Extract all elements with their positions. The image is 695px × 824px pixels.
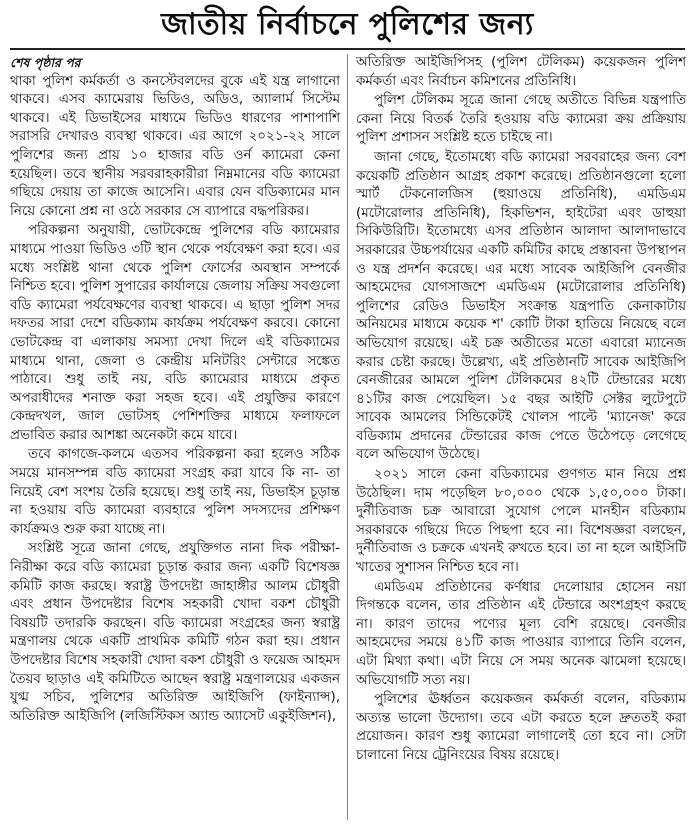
paragraph: পুলিশ টেলিকম সূত্রে জানা গেছে অতীতে বিভিন্ন যন্ত্রপাতি কেনা নিয়ে বিতর্ক তৈরি হওয়ায় বডি ক্যামেরা ক্রয় প্রক্রিয়ায় পুলিশ প্রশাসন সংশ্লিষ্ট হতে চাইছে না। (356, 93, 686, 146)
paragraph: পুলিশের ঊর্ধ্বতন কয়েকজন কর্মকর্তা বলেন, বডিক্যাম অত্যন্ত ভালো উদ্যোগ। তবে এটা করতে হলে দ্রুততই করা প্রয়োজন। কারণ শুধু ক্যামেরা লাগালেই তো হবে না। সেটা চালানো নিয়ে ট্রেনিংয়ের বিষয় রয়েছে। (356, 692, 686, 763)
paragraph: অতিরিক্ত আইজিপিসহ (পুলিশ টেলিকম) কয়েকজন পুলিশ কর্মকর্তা এবং নির্বাচন কমিশনের প্রতিনিধি। (356, 55, 686, 89)
paragraph: পরিকল্পনা অনুযায়ী, ভোটকেন্দ্রে পুলিশের বডি ক্যামেরার মাধ্যমে পাওয়া ভিডিও ৩টি স্থান থেকে পর্যবেক্ষণ করা হবে। এর মধ্যে সংশ্লিষ্ট থানা থেকে পুলিশ ফোর্সের অবস্থান সম্পর্কে নিশ্চিত হবে। পুলিশ সুপারের কার্যালয়ে জেলায় সক্রিয় সবগুলো বডি ক্যামেরা পর্যবেক্ষণের ব্যবস্থা থাকবে। এ ছাড়া পুলিশ সদর দফতর সারা দেশে বডিক্যাম কার্যক্রম পর্যবেক্ষণ করবে। কোনো ভোটকেন্দ্র বা এলাকায় সমস্যা দেখা দিলে এই বডিক্যামের মাধ্যমে থানা, জেলা ও কেন্দ্রীয় মনিটরিং সেন্টারে সঙ্কেত পাঠাবে। শুধু তাই নয়, বডি ক্যামেরার মাধ্যমে প্রকৃত অপরাধীদের শনাক্ত করা সহজ হবে। এই প্রযুক্তির কারণে কেন্দ্রদখল, জাল ভোটসহ পেশিশক্তির মাধ্যমে ফলাফলে প্রভাবিত করার আশঙ্কা অনেকটা কমে যাবে। (10, 223, 340, 443)
paragraph: ২০২১ সালে কেনা বডিক্যামের গুণগত মান নিয়ে প্রশ্ন উঠেছিল। দাম পড়েছিল ৮০,০০০ থেকে ১,৫০,০০০ টাকা। দুর্নীতিবাজ চক্র আবারো সুযোগ পেলে মানহীন বডিক্যাম সরকারকে গছিয়ে দিতে পিছপা হবে না। বিশেষজ্ঞরা বলছেন, দুর্নীতিবাজ ও চক্রকে এখনই রুখতে হবে। তা না হলে আইসিটি খাতের সুশাসন নিশ্চিত হবে না। (356, 467, 686, 576)
right-column (356, 54, 686, 767)
headline-rule (10, 48, 685, 50)
headline: জাতীয় নির্বাচনে পুলিশের জন্য (161, 7, 534, 42)
continued-from-label: শেষ পৃষ্ঠার পর (10, 55, 81, 70)
paragraph: জানা গেছে, ইতোমধ্যে বডি ক্যামেরা সরবরাহের জন্য বেশ কয়েকটি প্রতিষ্ঠান আগ্রহ প্রকাশ করেছে। প্রতিষ্ঠানগুলো হলো স্মার্ট টেকনোলজিস (হুয়াওয়ে প্রতিনিধি), এমডিএম (মটোরোলার প্রতিনিধি), হিকভিশন, হাইটেরা এবং ডাহুয়া সিকিউরিটি। ইতোমধ্যে এসব প্রতিষ্ঠান আলাদা আলাদাভাবে সরকারের উচ্চপর্যায়ের একটি কমিটির কাছে প্রস্তাবনা উপস্থাপন ও যন্ত্র প্রদর্শন করেছে। এর মধ্যে সাবেক আইজিপি বেনজীর আহমেদের যোগসাজশে এমডিএম (মটোরোলার প্রতিনিধি) পুলিশের রেডিও ডিভাইস সংক্রান্ত যন্ত্রপাতি কেনাকাটায় অনিয়মের মাধ্যমে কয়েক শ' কোটি টাকা হাতিয়ে নিয়েছে বলে অভিযোগ রয়েছে। এই চক্র অতীতের মতো এবারো ম্যানেজ করার চেষ্টা করছে। উল্লেখ্য, এই প্রতিষ্ঠানটি সাবেক আইজিপি বেনজীরের আমলে পুলিশ টেলিকমের ৪২টি টেন্ডারের মধ্যে ৪১টির কাজ পেয়েছিল। ১৫ বছর আইটি সেক্টর লুটেপুটে সাবেক আমলের সিন্ডিকেটই খোলস পাল্টে 'ম্যানেজ' করে বডিক্যাম প্রদানের টেন্ডারের কাজ পেতে উঠেপড়ে লেগেছে বলে অভিযোগ উঠেছে। (356, 149, 686, 463)
column-divider (347, 54, 348, 820)
left-column (10, 54, 340, 727)
paragraph: এমডিএম প্রতিষ্ঠানের কর্ণধার দেলোয়ার হোসেন নয়া দিগন্তকে বলেন, তার প্রতিষ্ঠান এই টেন্ডারে অংশগ্রহণ করছে না। কারণ তাদের পণ্যের মূল্য বেশি রয়েছে। বেনজীর আহমেদের সময়ে ৪১টি কাজ পাওয়ার ব্যাপারে তিনি বলেন, এটা মিথ্যা কথা। এটা নিয়ে সে সময় অনেক ঝামেলা হয়েছে। অভিযোগটি সত্য নয়। (356, 579, 686, 688)
paragraph: থাকা পুলিশ কর্মকর্তা ও কনস্টেবলদের বুকে এই যন্ত্র লাগানো থাকবে। এসব ক্যামেরায় ভিডিও, অডিও, অ্যালার্ম সিস্টেম থাকবে। এই ডিভাইসের মাধ্যমে ভিডিও ধারণের পাশাপাশি সরাসরি দেখারও ব্যবস্থা থাকবে। এর আগে ২০২১-২২ সালে পুলিশের জন্য প্রায় ১০ হাজার বডি ওর্ন ক্যামেরা কেনা হয়েছিল। তবে স্থানীয় সরবরাহকারীরা নিম্নমানের বডি ক্যামেরা গছিয়ে দেয়ায় তা কাজে আসেনি। এবার যেন বডিক্যামের মান নিয়ে কোনো প্রশ্ন না ওঠে সরকার সে ব্যাপারে বদ্ধপরিকর। (10, 73, 340, 219)
paragraph: সংশ্লিষ্ট সূত্রে জানা গেছে, প্রযুক্তিগত নানা দিক পরীক্ষা-নিরীক্ষা করে বডি ক্যামেরা চূড়ান্ত করার জন্য একটি বিশেষজ্ঞ কমিটি কাজ করছে। স্বরাষ্ট্র উপদেষ্টা জাহাঙ্গীর আলম চৌধুরী এবং প্রধান উপদেষ্টার বিশেষ সহকারী খোদা বকশ চৌধুরী বিষয়টি তদারকি করছেন। বডি ক্যামেরা সংগ্রহের জন্য স্বরাষ্ট্র মন্ত্রণালয় থেকে একটি প্রাথমিক কমিটি গঠন করা হয়। প্রধান উপদেষ্টার বিশেষ সহকারী খোদা বকশ চৌধুরী ও ফয়েজ আহমদ তৈয়ব ছাড়াও এই কমিটিতে আছেন স্বরাষ্ট্র মন্ত্রণালয়ের একজন যুগ্ম সচিব, পুলিশের অতিরিক্ত আইজিপি (ফাইন্যান্স), অতিরিক্ত আইজিপি (লজিস্টিকস অ্যান্ড অ্যাসেট একুইজিশন), (10, 541, 340, 724)
paragraph: তবে কাগজে-কলমে এতসব পরিকল্পনা করা হলেও সঠিক সময়ে মানসম্পন্ন বডি ক্যামেরা সংগ্রহ করা যাবে কি না- তা নিয়েই বেশ সংশয় তৈরি হয়েছে। শুধু তাই নয়, ডিভাইস চূড়ান্ত না হওয়ায় বডি ক্যামেরা ব্যবহারে পুলিশ সদস্যদের প্রশিক্ষণ কার্যক্রমও শুরু করা যাচ্ছে না। (10, 447, 340, 537)
